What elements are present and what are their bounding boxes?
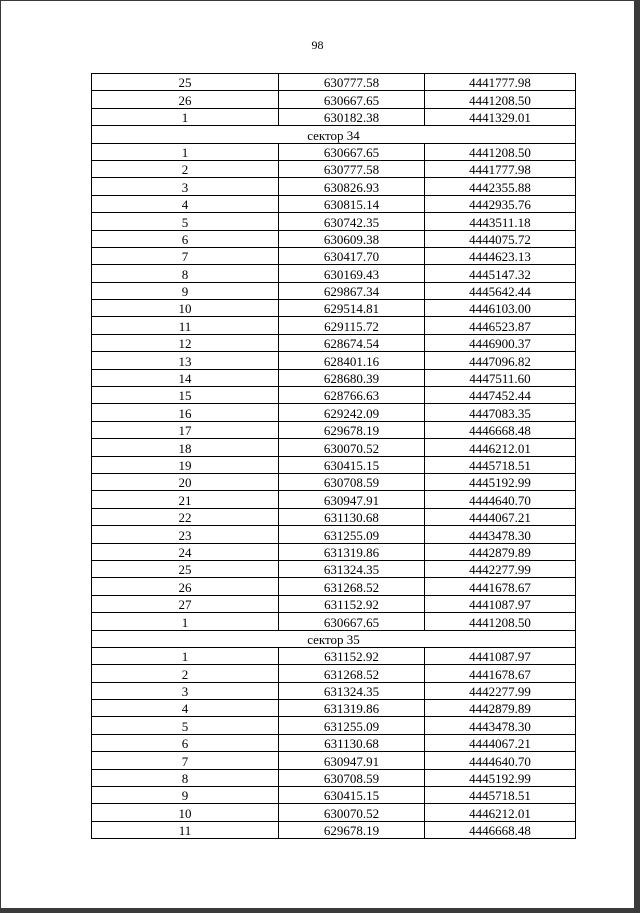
x-coordinate-cell: 631319.86 [279,543,425,560]
point-number-cell: 11 [92,317,279,334]
table-row [92,317,576,334]
table-row [92,700,576,717]
y-coordinate-cell: 4447096.82 [425,352,576,369]
table-row [92,74,576,91]
y-coordinate-cell: 4444640.70 [425,491,576,508]
point-number-cell: 8 [92,265,279,282]
point-number-cell: 10 [92,804,279,821]
point-number-cell: 1 [92,143,279,160]
y-coordinate-cell: 4443478.30 [425,717,576,734]
y-coordinate-cell: 4441777.98 [425,160,576,177]
table-row [92,787,576,804]
page-number: 98 [311,38,324,52]
x-coordinate-cell: 631324.35 [279,682,425,699]
point-number-cell: 13 [92,352,279,369]
x-coordinate-cell: 629867.34 [279,282,425,299]
point-number-cell: 2 [92,160,279,177]
x-coordinate-cell: 631268.52 [279,665,425,682]
table-row [92,734,576,751]
x-coordinate-cell: 630708.59 [279,473,425,490]
x-coordinate-cell: 630777.58 [279,74,425,91]
x-coordinate-cell: 630415.15 [279,456,425,473]
x-coordinate-cell: 630417.70 [279,247,425,264]
sector-title: сектор 34 [92,126,576,143]
x-coordinate-cell: 631130.68 [279,508,425,525]
y-coordinate-cell: 4443478.30 [425,526,576,543]
point-number-cell: 24 [92,543,279,560]
table-row [92,247,576,264]
y-coordinate-cell: 4445192.99 [425,473,576,490]
point-number-cell: 9 [92,282,279,299]
y-coordinate-cell: 4445147.32 [425,265,576,282]
y-coordinate-cell: 4444623.13 [425,247,576,264]
table-row [92,682,576,699]
x-coordinate-cell: 631255.09 [279,526,425,543]
x-coordinate-cell: 630815.14 [279,195,425,212]
table-row [92,647,576,664]
point-number-cell: 1 [92,647,279,664]
y-coordinate-cell: 4441208.50 [425,143,576,160]
table-row [92,421,576,438]
point-number-cell: 26 [92,91,279,108]
table-row [92,404,576,421]
y-coordinate-cell: 4442277.99 [425,682,576,699]
y-coordinate-cell: 4447083.35 [425,404,576,421]
point-number-cell: 23 [92,526,279,543]
y-coordinate-cell: 4445192.99 [425,769,576,786]
x-coordinate-cell: 630777.58 [279,160,425,177]
y-coordinate-cell: 4445642.44 [425,282,576,299]
point-number-cell: 4 [92,700,279,717]
y-coordinate-cell: 4446900.37 [425,334,576,351]
y-coordinate-cell: 4442879.89 [425,700,576,717]
point-number-cell: 3 [92,682,279,699]
y-coordinate-cell: 4441678.67 [425,578,576,595]
x-coordinate-cell: 630415.15 [279,787,425,804]
x-coordinate-cell: 630667.65 [279,143,425,160]
table-row [92,613,576,630]
table-row [92,665,576,682]
coordinates-table [91,73,576,839]
x-coordinate-cell: 631268.52 [279,578,425,595]
x-coordinate-cell: 629514.81 [279,300,425,317]
x-coordinate-cell: 628401.16 [279,352,425,369]
point-number-cell: 6 [92,734,279,751]
x-coordinate-cell: 630667.65 [279,91,425,108]
y-coordinate-cell: 4447511.60 [425,369,576,386]
x-coordinate-cell: 630667.65 [279,613,425,630]
y-coordinate-cell: 4441087.97 [425,595,576,612]
point-number-cell: 27 [92,595,279,612]
point-number-cell: 7 [92,752,279,769]
table-row [92,91,576,108]
table-row [92,717,576,734]
point-number-cell: 11 [92,821,279,838]
x-coordinate-cell: 630182.38 [279,108,425,125]
point-number-cell: 17 [92,421,279,438]
y-coordinate-cell: 4446103.00 [425,300,576,317]
sector-title: сектор 35 [92,630,576,647]
table-row [92,752,576,769]
x-coordinate-cell: 631130.68 [279,734,425,751]
table-row [92,456,576,473]
x-coordinate-cell: 631152.92 [279,647,425,664]
x-coordinate-cell: 630826.93 [279,178,425,195]
y-coordinate-cell: 4447452.44 [425,387,576,404]
table-row [92,160,576,177]
sector-header-row [92,630,576,647]
y-coordinate-cell: 4441208.50 [425,613,576,630]
table-row [92,352,576,369]
table-row [92,334,576,351]
point-number-cell: 16 [92,404,279,421]
table-row [92,560,576,577]
table-row [92,178,576,195]
x-coordinate-cell: 628680.39 [279,369,425,386]
y-coordinate-cell: 4441678.67 [425,665,576,682]
point-number-cell: 8 [92,769,279,786]
y-coordinate-cell: 4444067.21 [425,734,576,751]
y-coordinate-cell: 4446668.48 [425,821,576,838]
coordinates-table-body [92,74,576,839]
y-coordinate-cell: 4444075.72 [425,230,576,247]
y-coordinate-cell: 4445718.51 [425,787,576,804]
point-number-cell: 25 [92,74,279,91]
point-number-cell: 5 [92,717,279,734]
point-number-cell: 21 [92,491,279,508]
x-coordinate-cell: 630947.91 [279,491,425,508]
y-coordinate-cell: 4443511.18 [425,213,576,230]
table-row [92,769,576,786]
point-number-cell: 4 [92,195,279,212]
table-row [92,821,576,838]
table-row [92,387,576,404]
x-coordinate-cell: 629115.72 [279,317,425,334]
x-coordinate-cell: 628674.54 [279,334,425,351]
y-coordinate-cell: 4441329.01 [425,108,576,125]
y-coordinate-cell: 4442935.76 [425,195,576,212]
point-number-cell: 7 [92,247,279,264]
point-number-cell: 1 [92,108,279,125]
point-number-cell: 20 [92,473,279,490]
point-number-cell: 18 [92,439,279,456]
point-number-cell: 12 [92,334,279,351]
table-row [92,143,576,160]
x-coordinate-cell: 629678.19 [279,821,425,838]
y-coordinate-cell: 4446212.01 [425,804,576,821]
point-number-cell: 22 [92,508,279,525]
table-row [92,230,576,247]
point-number-cell: 26 [92,578,279,595]
point-number-cell: 25 [92,560,279,577]
table-row [92,526,576,543]
point-number-cell: 3 [92,178,279,195]
y-coordinate-cell: 4442355.88 [425,178,576,195]
table-row [92,108,576,125]
y-coordinate-cell: 4441208.50 [425,91,576,108]
x-coordinate-cell: 630742.35 [279,213,425,230]
table-row [92,804,576,821]
table-row [92,491,576,508]
point-number-cell: 9 [92,787,279,804]
point-number-cell: 5 [92,213,279,230]
point-number-cell: 2 [92,665,279,682]
x-coordinate-cell: 630169.43 [279,265,425,282]
x-coordinate-cell: 631324.35 [279,560,425,577]
x-coordinate-cell: 630070.52 [279,439,425,456]
table-row [92,265,576,282]
x-coordinate-cell: 630070.52 [279,804,425,821]
table-row [92,473,576,490]
table-row [92,369,576,386]
point-number-cell: 14 [92,369,279,386]
y-coordinate-cell: 4445718.51 [425,456,576,473]
y-coordinate-cell: 4442277.99 [425,560,576,577]
table-row [92,508,576,525]
point-number-cell: 15 [92,387,279,404]
table-row [92,543,576,560]
y-coordinate-cell: 4446212.01 [425,439,576,456]
y-coordinate-cell: 4446523.87 [425,317,576,334]
sector-header-row [92,126,576,143]
table-row [92,439,576,456]
y-coordinate-cell: 4444640.70 [425,752,576,769]
table-row [92,282,576,299]
y-coordinate-cell: 4446668.48 [425,421,576,438]
table-row [92,300,576,317]
table-row [92,195,576,212]
x-coordinate-cell: 631152.92 [279,595,425,612]
y-coordinate-cell: 4441087.97 [425,647,576,664]
table-row [92,595,576,612]
document-page [1,1,634,908]
point-number-cell: 10 [92,300,279,317]
y-coordinate-cell: 4444067.21 [425,508,576,525]
x-coordinate-cell: 628766.63 [279,387,425,404]
point-number-cell: 1 [92,613,279,630]
x-coordinate-cell: 630609.38 [279,230,425,247]
x-coordinate-cell: 631255.09 [279,717,425,734]
x-coordinate-cell: 630947.91 [279,752,425,769]
table-row [92,213,576,230]
y-coordinate-cell: 4441777.98 [425,74,576,91]
table-row [92,578,576,595]
x-coordinate-cell: 630708.59 [279,769,425,786]
x-coordinate-cell: 629678.19 [279,421,425,438]
point-number-cell: 6 [92,230,279,247]
point-number-cell: 19 [92,456,279,473]
y-coordinate-cell: 4442879.89 [425,543,576,560]
x-coordinate-cell: 629242.09 [279,404,425,421]
x-coordinate-cell: 631319.86 [279,700,425,717]
